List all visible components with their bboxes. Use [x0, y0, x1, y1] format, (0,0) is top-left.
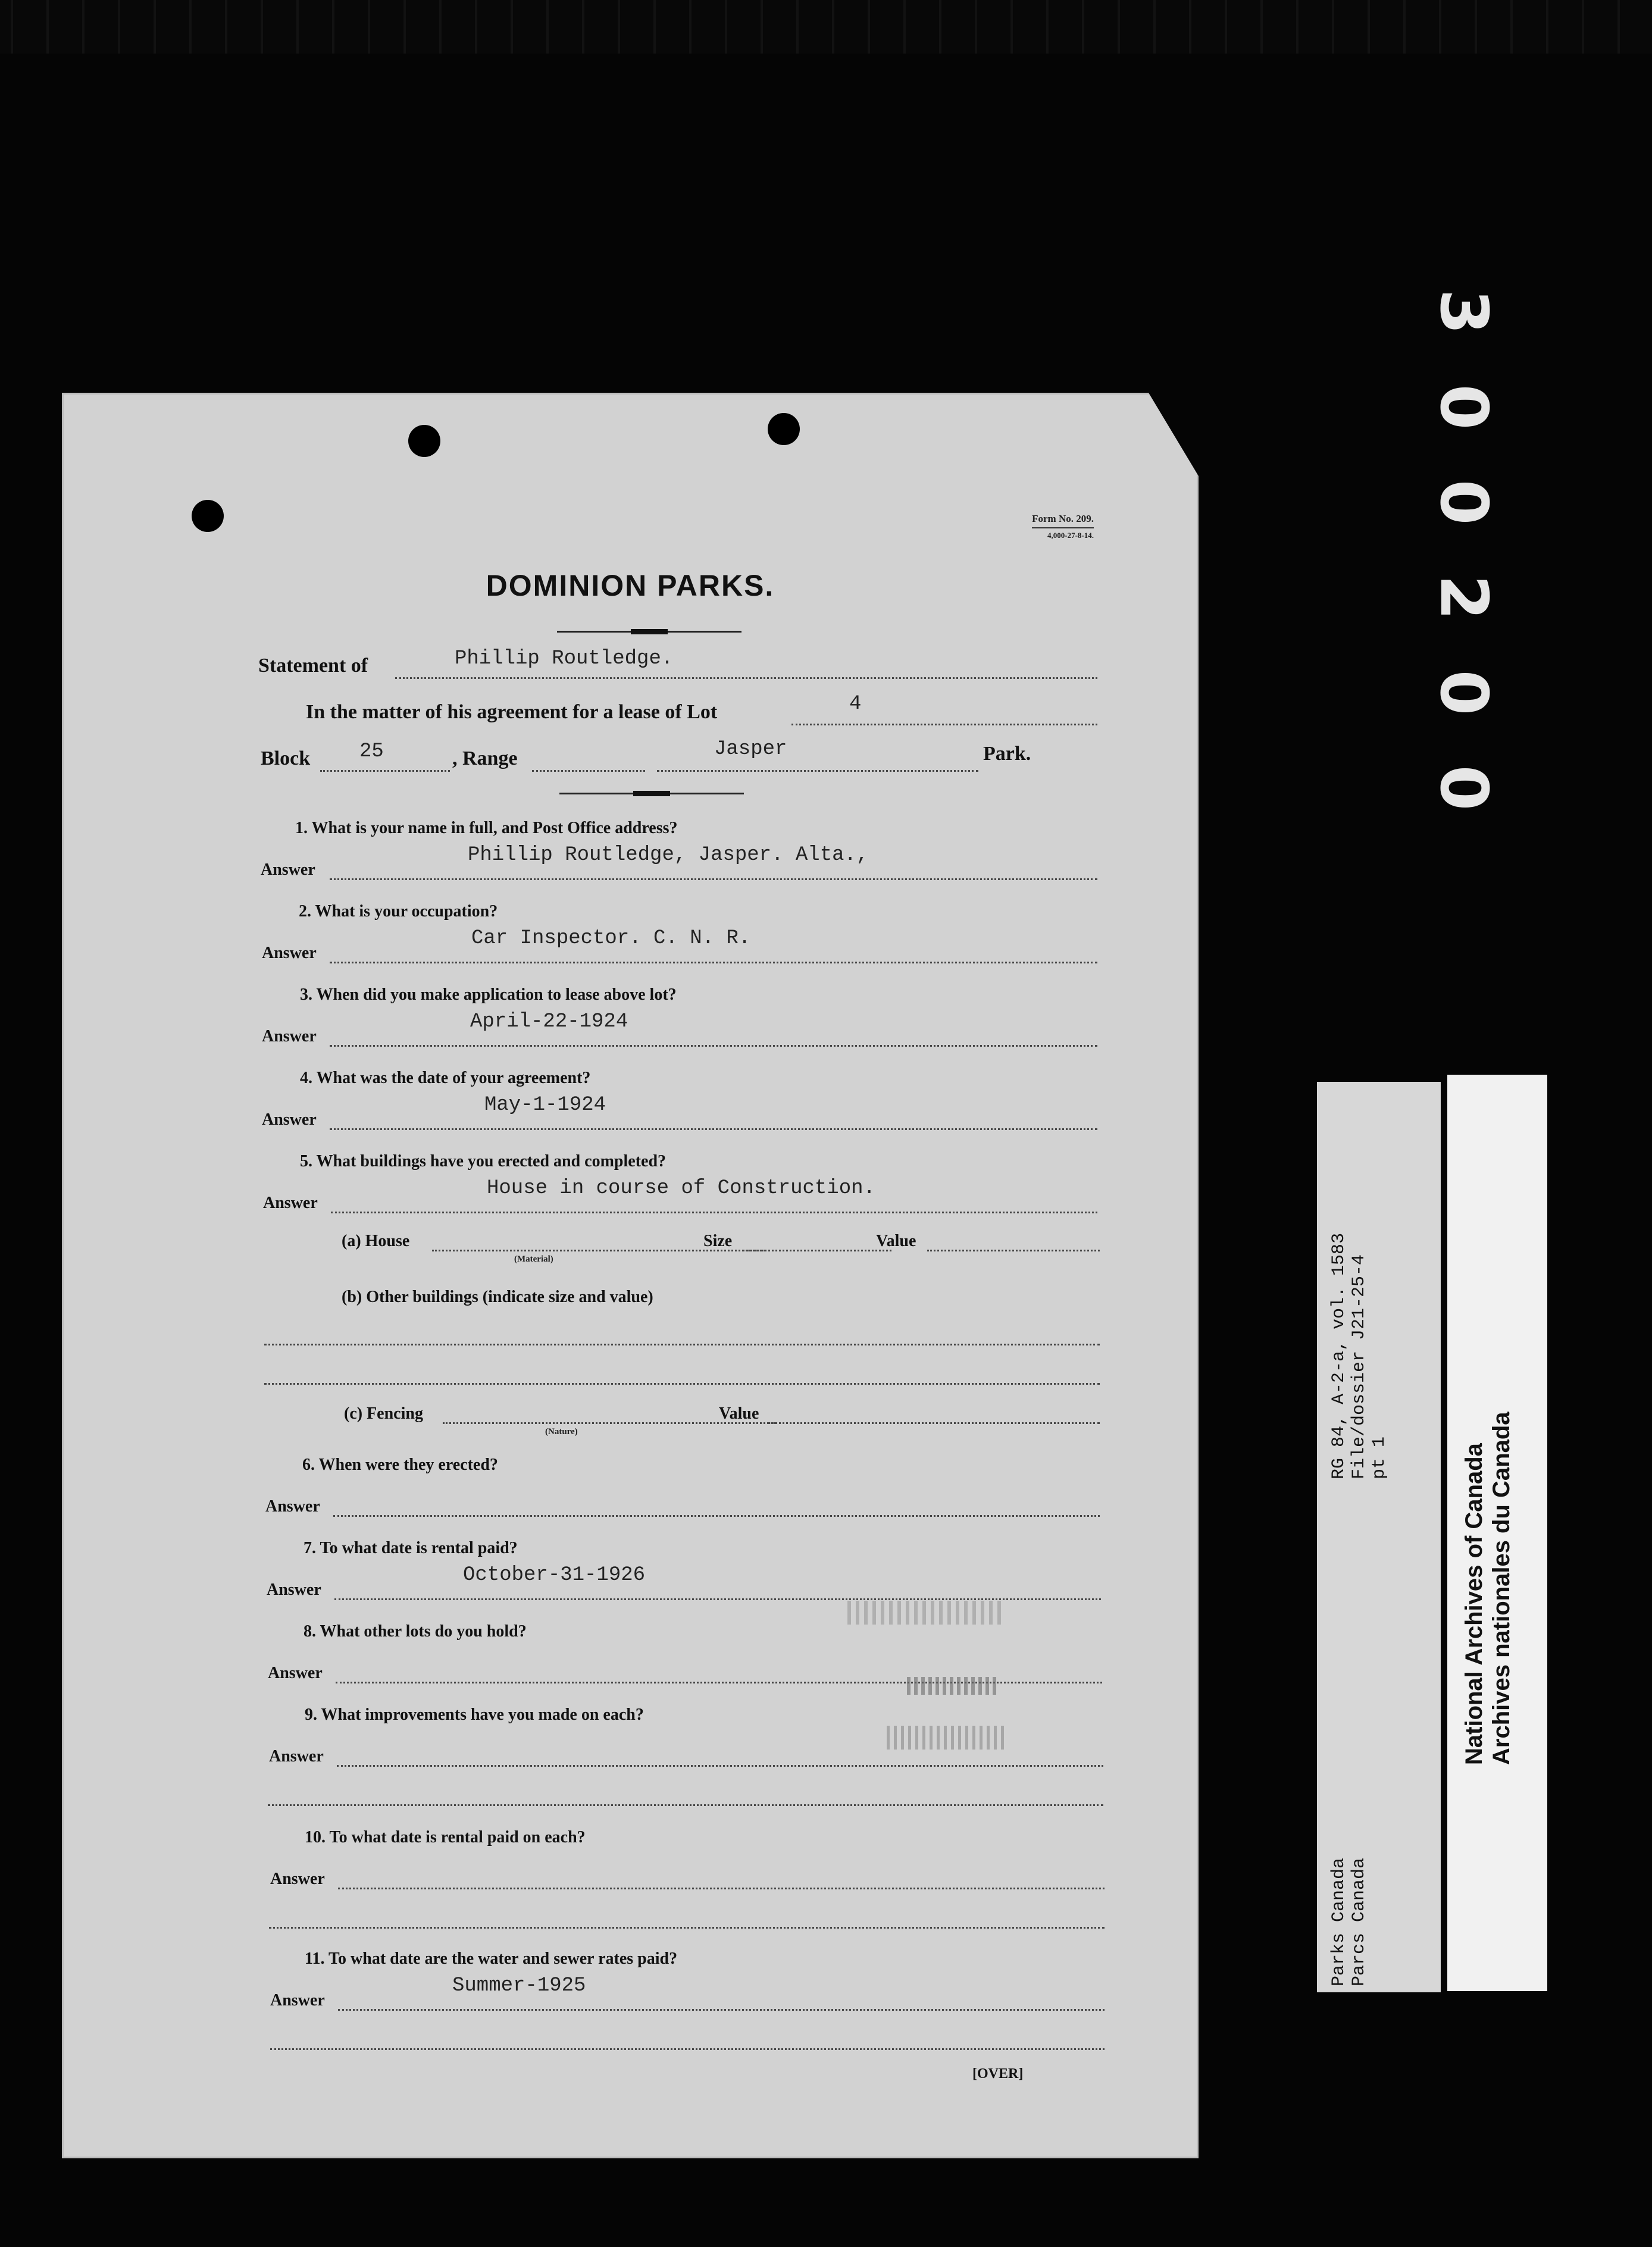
answer-line: [270, 2048, 1105, 2050]
lease-label: In the matter of his agreement for a lease of Lot: [306, 701, 718, 723]
punch-hole: [768, 413, 800, 445]
answer-line: [338, 1888, 1105, 1889]
statement-label: Statement of: [258, 655, 368, 677]
form-page: [62, 393, 1199, 2158]
department-line: Parcs Canada: [1349, 1857, 1369, 1986]
header-rule: [559, 793, 744, 794]
block-line: [320, 770, 450, 772]
other-buildings-line: [264, 1344, 1100, 1345]
reference-block: [1329, 1233, 1390, 1479]
answer-label: Answer: [262, 1027, 317, 1046]
statement-value: Phillip Routledge.: [455, 647, 674, 670]
answer-line: [330, 962, 1097, 963]
answer-label: Answer: [262, 1110, 317, 1129]
answer-label: Answer: [262, 944, 317, 962]
fencing-value-label: Value: [719, 1404, 759, 1423]
reel-digit: 3: [1426, 289, 1502, 335]
question-8: 8. What other lots do you hold?: [304, 1622, 527, 1641]
form-number-block: [1032, 512, 1094, 543]
material-note: (Material): [514, 1254, 553, 1264]
question-9: 9. What improvements have you made on each?: [305, 1705, 644, 1724]
nature-note: (Nature): [545, 1427, 578, 1437]
question-4: 4. What was the date of your agreement?: [300, 1069, 591, 1087]
question-5: 5. What buildings have you erected and completed?: [300, 1152, 667, 1171]
question-3: 3. When did you make application to lease above lot?: [300, 985, 677, 1004]
park-label: Park.: [983, 743, 1031, 765]
park-line: [657, 770, 978, 772]
answer-2: Car Inspector. C. N. R.: [471, 927, 751, 950]
question-10: 10. To what date is rental paid on each?: [305, 1828, 586, 1847]
fencing-value-line: [768, 1422, 1100, 1424]
faded-stamp: [887, 1726, 1006, 1750]
value-line: [927, 1250, 1100, 1251]
answer-label: Answer: [268, 1664, 323, 1682]
question-7: 7. To what date is rental paid?: [304, 1539, 518, 1557]
archive-reference-card: [1317, 1082, 1441, 1992]
answer-line: [330, 878, 1097, 880]
reel-digit: 0: [1426, 479, 1502, 525]
faded-stamp: [847, 1601, 1002, 1625]
value-label: Value: [876, 1232, 916, 1250]
answer-label: Answer: [269, 1747, 324, 1766]
lot-line: [791, 724, 1097, 725]
answer-label: Answer: [265, 1497, 320, 1516]
institution-line: Archives nationales du Canada: [1488, 1412, 1515, 1765]
answer-line: [337, 1765, 1103, 1767]
answer-label: Answer: [270, 1870, 325, 1888]
size-label: Size: [703, 1232, 733, 1250]
department-block: [1329, 1858, 1369, 1986]
institution-block: [1460, 1412, 1515, 1765]
answer-line: [330, 1128, 1097, 1130]
faded-stamp: [907, 1677, 996, 1695]
other-buildings-label: (b) Other buildings (indicate size and value): [342, 1288, 653, 1306]
question-1: 1. What is your name in full, and Post Office address?: [295, 819, 678, 837]
department-line: Parks Canada: [1329, 1857, 1349, 1986]
punch-hole: [408, 425, 440, 457]
fencing-label: (c) Fencing: [344, 1404, 423, 1423]
answer-line: [330, 1045, 1097, 1047]
block-value: 25: [359, 740, 384, 763]
answer-line: [269, 1927, 1105, 1929]
answer-5: House in course of Construction.: [487, 1177, 875, 1200]
answer-line: [334, 1598, 1101, 1600]
reel-digit: 0: [1426, 384, 1502, 430]
answer-line: [333, 1515, 1100, 1517]
reel-number: [1428, 274, 1500, 857]
punch-hole: [192, 500, 224, 532]
title-rule: [557, 631, 741, 633]
answer-label: Answer: [270, 1991, 325, 2010]
answer-3: April-22-1924: [470, 1010, 628, 1033]
size-line: [743, 1250, 891, 1251]
over-label: [OVER]: [972, 2066, 1024, 2082]
reel-digit: 2: [1426, 574, 1502, 621]
other-buildings-line: [264, 1383, 1100, 1385]
print-run: 4,000-27-8-14.: [1047, 531, 1094, 540]
reference-line: File/dossier J21-25-4: [1349, 1254, 1369, 1479]
answer-11: Summer-1925: [452, 1974, 586, 1997]
question-11: 11. To what date are the water and sewer rates paid?: [305, 1949, 678, 1968]
question-6: 6. When were they erected?: [302, 1456, 498, 1474]
reel-digit: 0: [1426, 669, 1502, 716]
answer-label: Answer: [263, 1194, 318, 1212]
answer-line: [338, 2009, 1105, 2011]
answer-7: October-31-1926: [463, 1564, 646, 1586]
block-label: Block: [261, 747, 311, 769]
lot-value: 4: [849, 693, 862, 715]
question-2: 2. What is your occupation?: [299, 902, 498, 921]
answer-label: Answer: [267, 1581, 321, 1599]
park-name: Jasper: [714, 738, 787, 761]
reference-line: RG 84, A-2-a, vol. 1583: [1329, 1232, 1349, 1479]
statement-line: [395, 677, 1097, 679]
reference-line: pt 1: [1369, 1436, 1390, 1479]
torn-corner: [1149, 393, 1199, 476]
institution-line: National Archives of Canada: [1461, 1443, 1487, 1765]
archive-institution-card: [1447, 1075, 1547, 1991]
range-label: , Range: [452, 747, 518, 769]
answer-1: Phillip Routledge, Jasper. Alta.,: [468, 844, 869, 866]
page-title: DOMINION PARKS.: [486, 569, 775, 602]
answer-line: [268, 1804, 1103, 1806]
form-number: Form No. 209.: [1032, 513, 1094, 524]
range-line: [532, 770, 645, 772]
answer-4: May-1-1924: [484, 1094, 606, 1116]
film-edge: [0, 0, 1652, 54]
answer-line: [331, 1212, 1097, 1213]
house-label: (a) House: [342, 1232, 410, 1250]
reel-digit: 0: [1426, 765, 1502, 811]
answer-label: Answer: [261, 860, 315, 879]
